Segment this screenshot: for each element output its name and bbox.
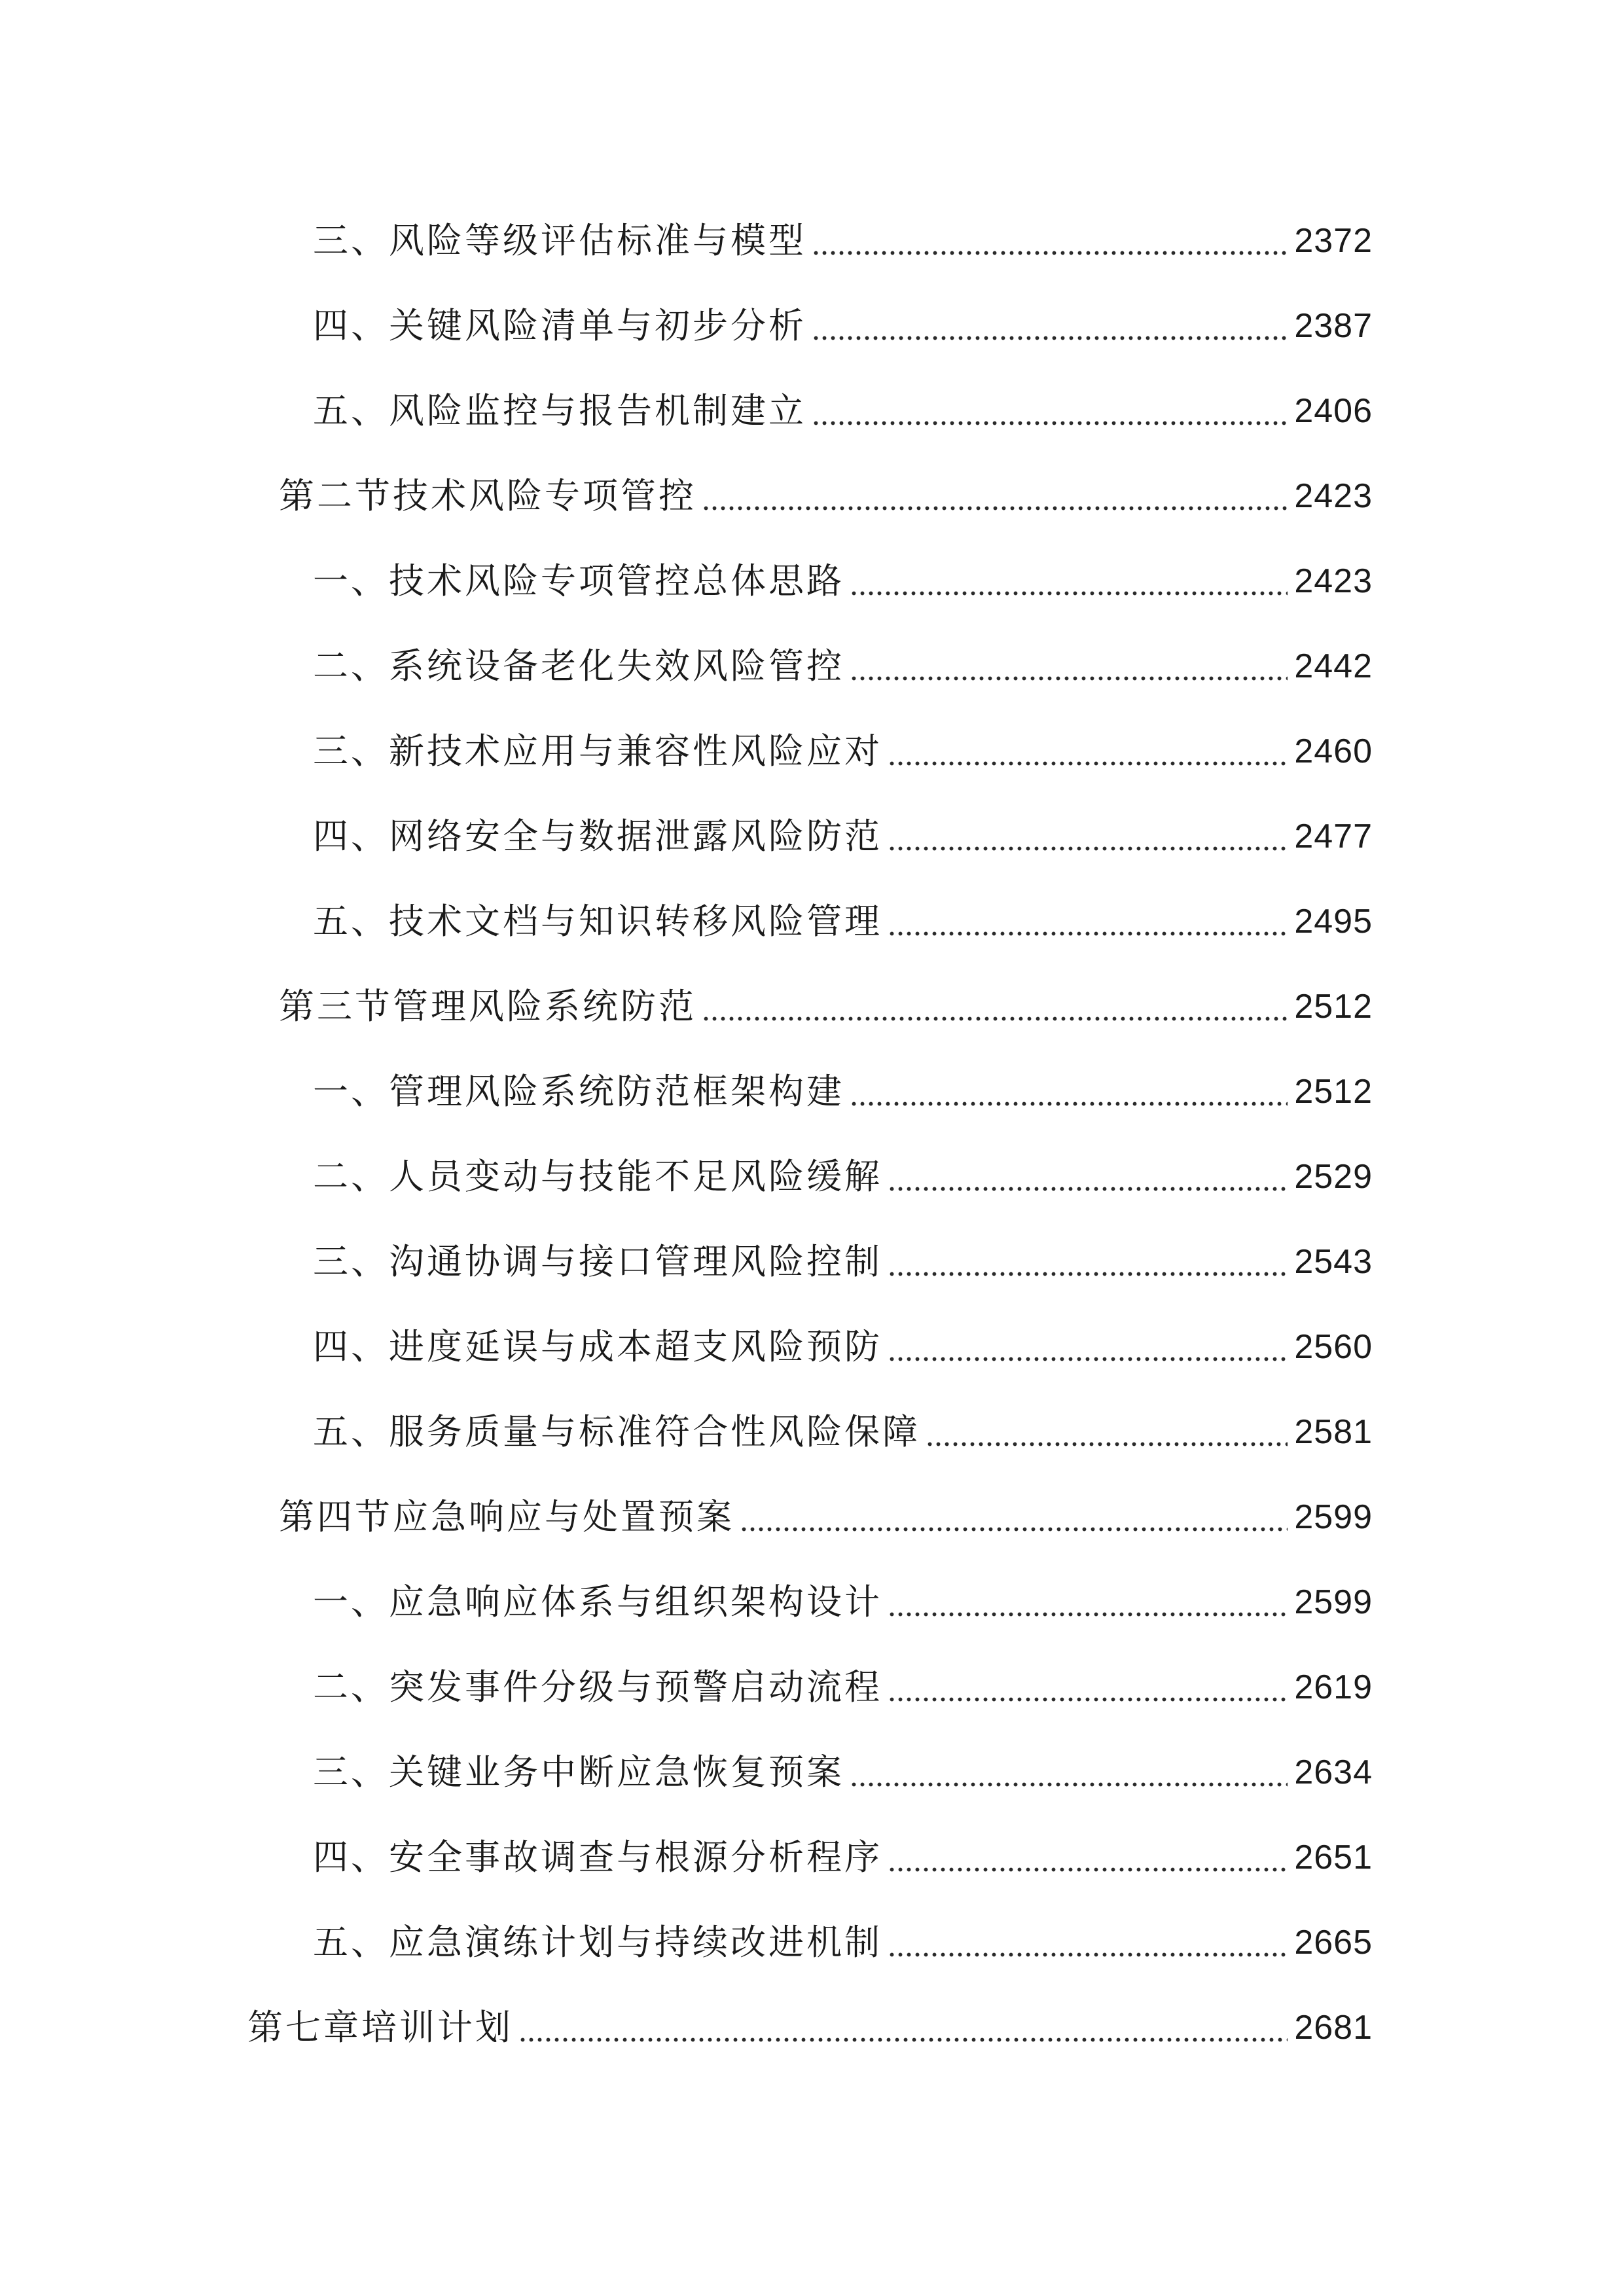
toc-entry-title: 五、服务质量与标准符合性风险保障 [313, 1411, 920, 1452]
dot-leader [812, 300, 1288, 352]
toc-entry-title: 第三节管理风险系统防范 [279, 986, 696, 1027]
toc-entry-title: 三、新技术应用与兼容性风险应对 [313, 730, 882, 772]
toc-entry-title: 五、技术文档与知识转移风险管理 [313, 901, 882, 942]
toc-entry-title: 三、关键业务中断应急恢复预案 [313, 1751, 844, 1793]
toc-entry-title: 四、安全事故调查与根源分析程序 [313, 1837, 882, 1878]
toc-entry-page: 2372 [1294, 222, 1373, 260]
toc-entry[interactable] [313, 1916, 1373, 1969]
toc-entry-page: 2512 [1294, 1073, 1373, 1111]
dot-leader [812, 385, 1288, 437]
toc-entry-title: 一、应急响应体系与组织架构设计 [313, 1581, 882, 1623]
dot-leader [888, 1661, 1288, 1713]
toc-entry[interactable] [313, 1576, 1373, 1628]
dot-leader [850, 640, 1288, 692]
toc-entry-title: 五、风险监控与报告机制建立 [313, 390, 806, 431]
toc-entry[interactable] [313, 1236, 1373, 1288]
toc-entry-page: 2599 [1294, 1498, 1373, 1536]
toc-entry-title: 四、网络安全与数据泄露风险防范 [313, 816, 882, 857]
toc-entry-title: 第七章培训计划 [247, 2007, 513, 2048]
toc-entry-page: 2406 [1294, 392, 1373, 430]
dot-leader [850, 1066, 1288, 1118]
dot-leader [888, 1151, 1288, 1203]
toc-entry-page: 2619 [1294, 1668, 1373, 1706]
toc-entry[interactable] [313, 640, 1373, 692]
toc-entry-page: 2512 [1294, 988, 1373, 1026]
toc-entry-page: 2423 [1294, 562, 1373, 600]
toc-entry-title: 二、系统设备老化失效风险管控 [313, 645, 844, 687]
toc-entry[interactable] [279, 1491, 1373, 1543]
toc-entry[interactable] [313, 1831, 1373, 1884]
dot-leader [888, 1831, 1288, 1884]
dot-leader [702, 980, 1288, 1033]
dot-leader [702, 470, 1288, 522]
dot-leader [888, 1236, 1288, 1288]
toc-entry[interactable] [313, 1066, 1373, 1118]
toc-entry[interactable] [313, 1321, 1373, 1373]
toc-entry-page: 2581 [1294, 1413, 1373, 1451]
toc-entry-page: 2665 [1294, 1924, 1373, 1962]
toc-entry[interactable] [313, 1661, 1373, 1713]
toc-entry[interactable] [313, 1151, 1373, 1203]
toc-entry[interactable] [313, 215, 1373, 267]
toc-entry-page: 2423 [1294, 477, 1373, 515]
toc-entry[interactable] [313, 1746, 1373, 1799]
toc-entry[interactable] [313, 1406, 1373, 1458]
toc-entry-title: 五、应急演练计划与持续改进机制 [313, 1922, 882, 1963]
dot-leader [888, 725, 1288, 778]
toc-entry-page: 2651 [1294, 1839, 1373, 1876]
toc-entry-page: 2543 [1294, 1243, 1373, 1281]
dot-leader [812, 215, 1288, 267]
dot-leader [740, 1491, 1288, 1543]
toc-entry-page: 2599 [1294, 1583, 1373, 1621]
dot-leader [926, 1406, 1288, 1458]
toc-entry-page: 2681 [1294, 2009, 1373, 2047]
toc-entry-title: 三、风险等级评估标准与模型 [313, 220, 806, 261]
toc-entry[interactable] [247, 2001, 1373, 2054]
toc-entry-page: 2634 [1294, 1753, 1373, 1791]
dot-leader [518, 2001, 1288, 2054]
dot-leader [888, 810, 1288, 863]
toc-entry[interactable] [279, 470, 1373, 522]
toc-entry-title: 一、技术风险专项管控总体思路 [313, 560, 844, 601]
toc-entry-page: 2460 [1294, 732, 1373, 770]
dot-leader [888, 1576, 1288, 1628]
dot-leader [850, 555, 1288, 607]
toc-entry[interactable] [313, 725, 1373, 778]
toc-entry-page: 2442 [1294, 647, 1373, 685]
toc-entry[interactable] [313, 895, 1373, 948]
toc-entry-title: 二、人员变动与技能不足风险缓解 [313, 1156, 882, 1197]
toc-entry-title: 四、关键风险清单与初步分析 [313, 305, 806, 346]
toc-entry[interactable] [313, 555, 1373, 607]
toc-entry[interactable] [313, 300, 1373, 352]
dot-leader [888, 1321, 1288, 1373]
toc-entry-title: 一、管理风险系统防范框架构建 [313, 1071, 844, 1112]
toc-entry[interactable] [313, 385, 1373, 437]
toc-entry-title: 第二节技术风险专项管控 [279, 475, 696, 516]
toc-entry-page: 2560 [1294, 1328, 1373, 1366]
toc-entry-title: 四、进度延误与成本超支风险预防 [313, 1326, 882, 1367]
toc-entry-page: 2529 [1294, 1158, 1373, 1196]
toc-entry-page: 2387 [1294, 307, 1373, 345]
dot-leader [888, 1916, 1288, 1969]
dot-leader [850, 1746, 1288, 1799]
toc-entry[interactable] [279, 980, 1373, 1033]
toc-entry-page: 2495 [1294, 903, 1373, 941]
toc-entry-title: 二、突发事件分级与预警启动流程 [313, 1666, 882, 1708]
dot-leader [888, 895, 1288, 948]
toc-entry-title: 三、沟通协调与接口管理风险控制 [313, 1241, 882, 1282]
toc-entry-page: 2477 [1294, 817, 1373, 855]
toc-entry-title: 第四节应急响应与处置预案 [279, 1496, 734, 1537]
toc-entry[interactable] [313, 810, 1373, 863]
